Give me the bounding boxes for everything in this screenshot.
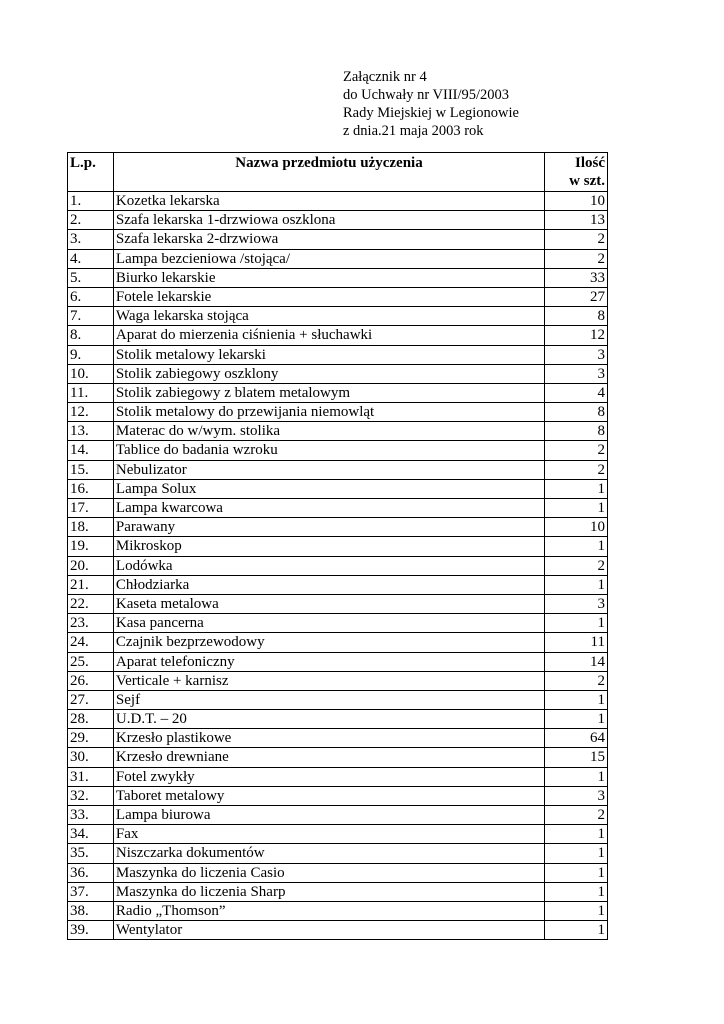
cell-lp: 31. — [68, 767, 114, 786]
cell-lp: 11. — [68, 383, 114, 402]
table-row — [68, 403, 608, 422]
cell-name: Krzesło drewniane — [113, 748, 544, 767]
table-row — [68, 441, 608, 460]
cell-lp: 34. — [68, 825, 114, 844]
table-row — [68, 460, 608, 479]
cell-qty: 15 — [545, 748, 608, 767]
cell-qty: 1 — [545, 767, 608, 786]
cell-name: Lampa bezcieniowa /stojąca/ — [113, 249, 544, 268]
cell-lp: 6. — [68, 287, 114, 306]
cell-name: Stolik metalowy lekarski — [113, 345, 544, 364]
cell-lp: 37. — [68, 882, 114, 901]
column-header-lp: L.p. — [68, 153, 114, 192]
cell-name: Radio „Thomson” — [113, 901, 544, 920]
cell-lp: 9. — [68, 345, 114, 364]
table-row — [68, 422, 608, 441]
cell-lp: 24. — [68, 633, 114, 652]
header-line-date: z dnia.21 maja 2003 rok — [343, 123, 484, 139]
cell-qty: 2 — [545, 556, 608, 575]
table-header-row — [68, 153, 608, 192]
cell-qty: 1 — [545, 825, 608, 844]
cell-lp: 13. — [68, 422, 114, 441]
cell-name: Kasa pancerna — [113, 614, 544, 633]
table-row — [68, 249, 608, 268]
cell-qty: 1 — [545, 710, 608, 729]
cell-qty: 64 — [545, 729, 608, 748]
cell-qty: 2 — [545, 671, 608, 690]
cell-name: Verticale + karnisz — [113, 671, 544, 690]
table-row — [68, 614, 608, 633]
cell-lp: 23. — [68, 614, 114, 633]
table-row — [68, 767, 608, 786]
cell-qty: 1 — [545, 690, 608, 709]
cell-qty: 1 — [545, 844, 608, 863]
cell-name: Lampa Solux — [113, 479, 544, 498]
cell-qty: 11 — [545, 633, 608, 652]
table-row — [68, 307, 608, 326]
column-header-qty-line1: Ilość — [575, 155, 605, 171]
table-row — [68, 806, 608, 825]
cell-lp: 19. — [68, 537, 114, 556]
table-row — [68, 786, 608, 805]
cell-qty: 10 — [545, 518, 608, 537]
cell-lp: 14. — [68, 441, 114, 460]
table-row — [68, 710, 608, 729]
table-row — [68, 882, 608, 901]
cell-name: Nebulizator — [113, 460, 544, 479]
cell-name: Wentylator — [113, 921, 544, 940]
cell-qty: 1 — [545, 499, 608, 518]
cell-name: Niszczarka dokumentów — [113, 844, 544, 863]
table-row — [68, 921, 608, 940]
cell-lp: 28. — [68, 710, 114, 729]
table-row — [68, 594, 608, 613]
cell-qty: 8 — [545, 422, 608, 441]
cell-name: Tablice do badania wzroku — [113, 441, 544, 460]
cell-name: Stolik zabiegowy z blatem metalowym — [113, 383, 544, 402]
cell-lp: 30. — [68, 748, 114, 767]
table-row — [68, 211, 608, 230]
cell-name: Szafa lekarska 2-drzwiowa — [113, 230, 544, 249]
table-row — [68, 479, 608, 498]
cell-qty: 27 — [545, 287, 608, 306]
cell-name: Waga lekarska stojąca — [113, 307, 544, 326]
table-row — [68, 575, 608, 594]
cell-qty: 1 — [545, 537, 608, 556]
cell-qty: 3 — [545, 594, 608, 613]
table-row — [68, 901, 608, 920]
cell-name: Materac do w/wym. stolika — [113, 422, 544, 441]
cell-lp: 8. — [68, 326, 114, 345]
cell-qty: 12 — [545, 326, 608, 345]
cell-lp: 3. — [68, 230, 114, 249]
cell-lp: 22. — [68, 594, 114, 613]
header-line-resolution: do Uchwały nr VIII/95/2003 — [343, 87, 510, 103]
cell-qty: 4 — [545, 383, 608, 402]
cell-lp: 4. — [68, 249, 114, 268]
cell-lp: 21. — [68, 575, 114, 594]
cell-qty: 2 — [545, 249, 608, 268]
cell-name: Szafa lekarska 1-drzwiowa oszklona — [113, 211, 544, 230]
cell-qty: 3 — [545, 345, 608, 364]
table-row — [68, 383, 608, 402]
cell-lp: 20. — [68, 556, 114, 575]
column-header-name: Nazwa przedmiotu użyczenia — [113, 153, 544, 192]
table-row — [68, 844, 608, 863]
cell-name: Maszynka do liczenia Sharp — [113, 882, 544, 901]
table-row — [68, 230, 608, 249]
column-header-qty — [545, 153, 608, 192]
cell-lp: 7. — [68, 307, 114, 326]
cell-lp: 38. — [68, 901, 114, 920]
cell-name: Biurko lekarskie — [113, 268, 544, 287]
cell-lp: 39. — [68, 921, 114, 940]
header-line-annex: Załącznik nr 4 — [343, 69, 427, 85]
cell-name: Lampa kwarcowa — [113, 499, 544, 518]
cell-lp: 36. — [68, 863, 114, 882]
document-header — [343, 68, 519, 140]
table-row — [68, 326, 608, 345]
cell-lp: 5. — [68, 268, 114, 287]
cell-lp: 2. — [68, 211, 114, 230]
cell-lp: 33. — [68, 806, 114, 825]
cell-qty: 1 — [545, 863, 608, 882]
cell-name: Kaseta metalowa — [113, 594, 544, 613]
cell-name: Kozetka lekarska — [113, 192, 544, 211]
cell-name: Czajnik bezprzewodowy — [113, 633, 544, 652]
cell-qty: 14 — [545, 652, 608, 671]
cell-lp: 35. — [68, 844, 114, 863]
table-row — [68, 633, 608, 652]
cell-qty: 1 — [545, 479, 608, 498]
cell-qty: 1 — [545, 921, 608, 940]
cell-name: Aparat do mierzenia ciśnienia + słuchawki — [113, 326, 544, 345]
cell-lp: 27. — [68, 690, 114, 709]
cell-qty: 33 — [545, 268, 608, 287]
cell-lp: 26. — [68, 671, 114, 690]
cell-lp: 1. — [68, 192, 114, 211]
table-row — [68, 690, 608, 709]
cell-name: Lampa biurowa — [113, 806, 544, 825]
cell-name: Krzesło plastikowe — [113, 729, 544, 748]
cell-qty: 1 — [545, 614, 608, 633]
table-row — [68, 671, 608, 690]
cell-lp: 25. — [68, 652, 114, 671]
cell-name: U.D.T. – 20 — [113, 710, 544, 729]
cell-name: Parawany — [113, 518, 544, 537]
cell-name: Fax — [113, 825, 544, 844]
cell-lp: 12. — [68, 403, 114, 422]
cell-name: Sejf — [113, 690, 544, 709]
cell-lp: 18. — [68, 518, 114, 537]
cell-name: Maszynka do liczenia Casio — [113, 863, 544, 882]
table-row — [68, 518, 608, 537]
table-body — [68, 192, 608, 940]
table-row — [68, 268, 608, 287]
cell-qty: 2 — [545, 441, 608, 460]
cell-lp: 15. — [68, 460, 114, 479]
cell-qty: 10 — [545, 192, 608, 211]
cell-qty: 2 — [545, 806, 608, 825]
cell-lp: 10. — [68, 364, 114, 383]
cell-qty: 8 — [545, 403, 608, 422]
cell-lp: 16. — [68, 479, 114, 498]
cell-name: Fotel zwykły — [113, 767, 544, 786]
cell-name: Lodówka — [113, 556, 544, 575]
table-row — [68, 729, 608, 748]
cell-lp: 32. — [68, 786, 114, 805]
cell-name: Chłodziarka — [113, 575, 544, 594]
table-row — [68, 192, 608, 211]
column-header-qty-line2: w szt. — [569, 173, 605, 189]
table-row — [68, 287, 608, 306]
cell-qty: 2 — [545, 460, 608, 479]
table-row — [68, 748, 608, 767]
table-row — [68, 537, 608, 556]
table-row — [68, 863, 608, 882]
table-row — [68, 825, 608, 844]
cell-name: Taboret metalowy — [113, 786, 544, 805]
table-row — [68, 652, 608, 671]
cell-name: Mikroskop — [113, 537, 544, 556]
table-row — [68, 499, 608, 518]
cell-qty: 1 — [545, 575, 608, 594]
cell-lp: 29. — [68, 729, 114, 748]
table-row — [68, 345, 608, 364]
cell-qty: 3 — [545, 786, 608, 805]
cell-qty: 2 — [545, 230, 608, 249]
cell-qty: 3 — [545, 364, 608, 383]
cell-name: Stolik zabiegowy oszklony — [113, 364, 544, 383]
table-row — [68, 556, 608, 575]
cell-lp: 17. — [68, 499, 114, 518]
cell-name: Aparat telefoniczny — [113, 652, 544, 671]
cell-name: Fotele lekarskie — [113, 287, 544, 306]
cell-qty: 13 — [545, 211, 608, 230]
cell-qty: 8 — [545, 307, 608, 326]
items-table — [67, 152, 608, 940]
cell-name: Stolik metalowy do przewijania niemowląt — [113, 403, 544, 422]
cell-qty: 1 — [545, 882, 608, 901]
cell-qty: 1 — [545, 901, 608, 920]
table-row — [68, 364, 608, 383]
header-line-council: Rady Miejskiej w Legionowie — [343, 105, 519, 121]
